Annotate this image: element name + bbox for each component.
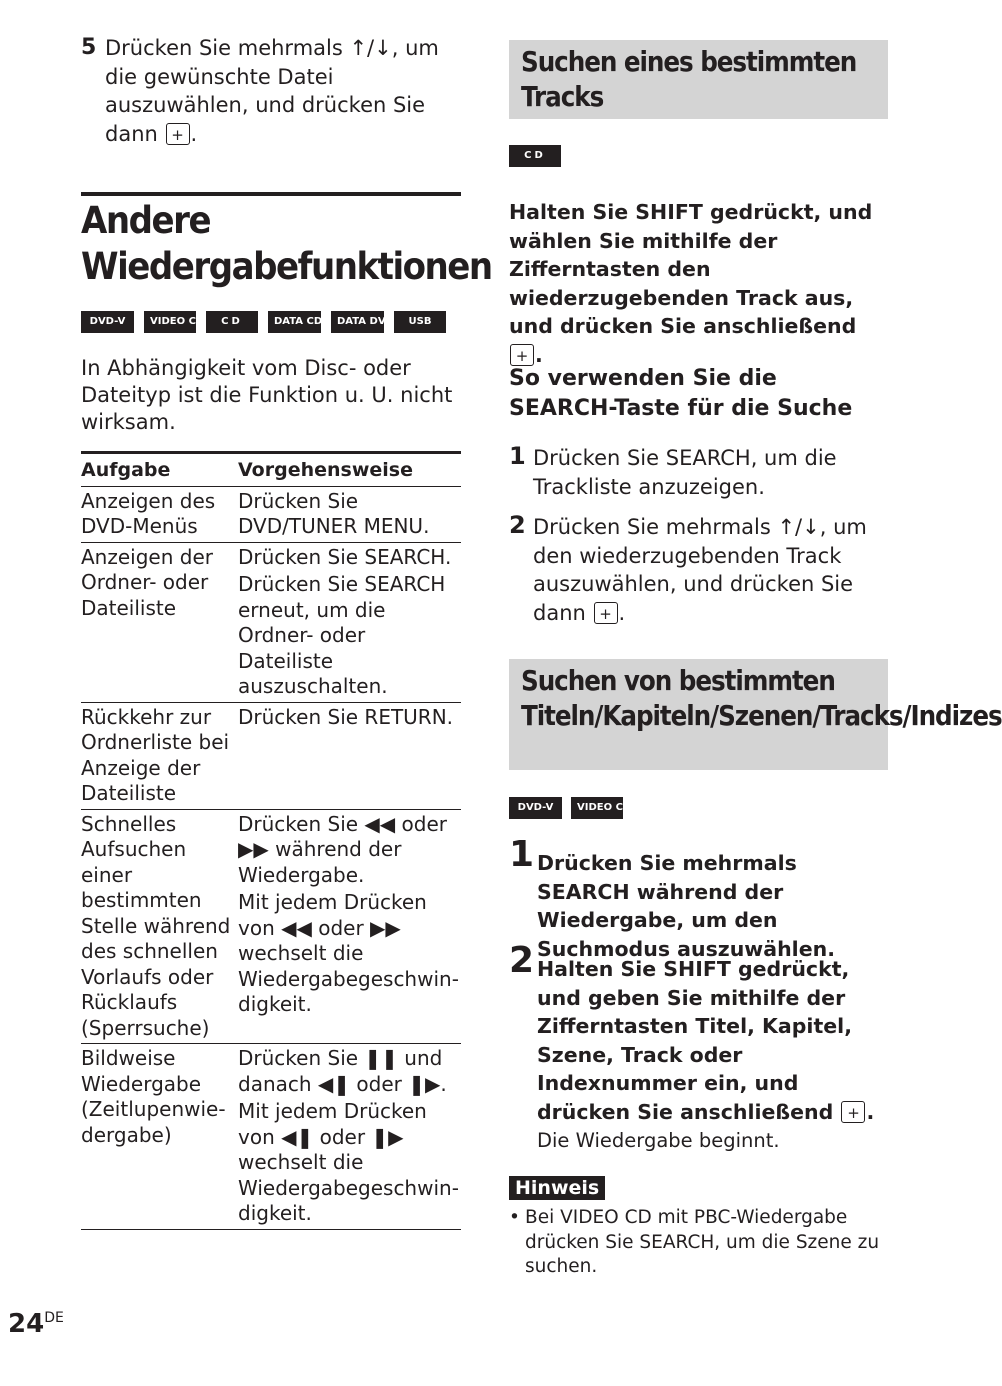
step-number: 2 — [509, 511, 526, 539]
procedure-cell — [238, 809, 461, 1044]
step-text-end: . — [190, 121, 198, 146]
procedure-text: Drücken Sie ◀◀ oder ▶▶ während der Wiedergabe. — [238, 811, 447, 887]
table-row — [81, 1044, 461, 1230]
step-text: Drücken Sie mehrmals SEARCH während der Wiedergabe, um den Suchmodus auszuwählen. — [537, 851, 835, 961]
page-number — [8, 1309, 64, 1339]
badge-video-cd: VIDEO CD — [144, 311, 196, 333]
task-cell: Bildweise Wiedergabe (Zeitlupenwie-dergabe) — [81, 1044, 238, 1230]
table-header-row — [81, 453, 461, 487]
procedure-cell — [238, 702, 461, 809]
heading-search-titles-text: Suchen von bestimmten Titeln/Kapiteln/Szenen/Tracks/Indizes — [521, 664, 1002, 732]
enter-button-icon — [594, 602, 618, 624]
badge-usb: USB — [394, 311, 446, 333]
title-step-2 — [509, 940, 889, 1152]
step-number: 2 — [509, 940, 535, 981]
note — [509, 1206, 889, 1280]
badge-dvd-v: DVD-V — [81, 311, 134, 333]
cd-badge-row — [509, 145, 561, 167]
badge-cd: CD — [206, 311, 258, 333]
note-text: Bei VIDEO CD mit PBC-Wiedergabe drücken Sie SEARCH, um die Szene zu suchen. — [525, 1207, 880, 1277]
procedure-text: Drücken Sie RETURN. — [238, 704, 454, 729]
table-row — [81, 542, 461, 702]
task-cell: Anzeigen der Ordner- oder Dateiliste — [81, 542, 238, 702]
disc-type-badges — [81, 311, 446, 333]
task-cell: Rückkehr zur Ordnerliste bei Anzeige der Dateiliste — [81, 702, 238, 809]
step-text-end: . — [866, 1099, 875, 1124]
search-track-instruction — [509, 198, 889, 369]
task-cell: Anzeigen des DVD-Menüs — [81, 486, 238, 542]
section-title: Andere Wiedergabefunktionen — [81, 199, 492, 288]
badge-cd: CD — [509, 145, 561, 167]
search-step-2 — [509, 513, 889, 627]
step-text — [105, 34, 461, 148]
enter-button-icon — [510, 344, 534, 366]
table-row — [81, 702, 461, 809]
step-result: Die Wiedergabe beginnt. — [537, 1129, 780, 1152]
page-number-value: 24 — [8, 1309, 45, 1339]
heading-search-titles — [509, 659, 1002, 770]
step-text: Drücken Sie SEARCH, um die Trackliste anzuzeigen. — [533, 446, 837, 499]
procedure-text: Mit jedem Drücken von ◀◀ oder ▶▶ wechselt die Wiedergabegeschwin-digkeit. — [238, 890, 459, 1016]
header-task: Aufgabe — [81, 453, 238, 487]
procedure-text: Drücken Sie DVD/TUNER MENU. — [238, 488, 430, 538]
header-procedure: Vorgehensweise — [238, 453, 461, 487]
procedure-text: Mit jedem Drücken von ◀❚ oder ❚▶ wechselt die Wiedergabegeschwin-digkeit. — [238, 1099, 459, 1225]
step-number: 5 — [81, 35, 97, 60]
procedure-text: Drücken Sie ❚❚ und danach ◀❚ oder ❚▶. — [238, 1046, 447, 1096]
instruction-text-end: . — [535, 342, 543, 367]
step-text — [533, 513, 889, 627]
search-step-1 — [509, 444, 889, 501]
step-text-main: Drücken Sie mehrmals ↑/↓, um den wiederzugebenden Track auszuwählen, und drücken Sie dann — [533, 515, 867, 625]
task-cell: Schnelles Aufsuchen einer bestimmten Stelle während des schnellen Vorlaufs oder Rücklaufs (Sperrsuche) — [81, 809, 238, 1044]
table-row — [81, 809, 461, 1044]
procedure-cell — [238, 486, 461, 542]
instruction-text: Halten Sie SHIFT gedrückt, und wählen Sie mithilfe der Zifferntasten den wiederzugebenden Track aus, und drücken Sie anschließend — [509, 200, 873, 338]
heading-search-track — [509, 40, 888, 119]
dvd-badges-row — [509, 797, 632, 819]
step-text-main: Drücken Sie mehrmals ↑/↓, um die gewünschte Datei auszuwählen, und drücken Sie dann — [105, 36, 439, 146]
procedure-cell — [238, 1044, 461, 1230]
heading-search-track-text: Suchen eines bestimmten Tracks — [521, 45, 857, 113]
procedure-text: Drücken Sie SEARCH. — [238, 544, 452, 569]
search-key-subheading: So verwenden Sie die SEARCH-Taste für die Suche — [509, 366, 853, 421]
step-5 — [81, 34, 461, 148]
table-row — [81, 486, 461, 542]
step-number: 1 — [509, 834, 535, 875]
procedure-text: Drücken Sie SEARCH erneut, um die Ordner- oder Dateiliste auszuschalten. — [238, 572, 446, 698]
function-table — [81, 451, 461, 1230]
enter-button-icon — [841, 1101, 865, 1123]
badge-data-cd: DATA CD — [268, 311, 321, 333]
step-number: 1 — [509, 442, 526, 470]
note-bullet: • — [509, 1207, 520, 1228]
step-text — [537, 955, 889, 1126]
title-step-1 — [509, 834, 889, 963]
badge-video-cd: VIDEO CD — [571, 797, 623, 819]
intro-text: In Abhängigkeit vom Disc- oder Dateityp ist die Funktion u. U. nicht wirksam. — [81, 356, 453, 434]
badge-dvd-v: DVD-V — [509, 797, 562, 819]
badge-data-dvd: DATA DVD — [331, 311, 384, 333]
step-text-end: . — [618, 600, 626, 625]
section-rule — [81, 192, 461, 196]
step-text-main: Halten Sie SHIFT gedrückt, und geben Sie mithilfe der Zifferntasten Titel, Kapitel, Szene, Track oder Indexnummer ein, und drücken Sie anschließend — [537, 957, 852, 1124]
note-label: Hinweis — [509, 1176, 605, 1200]
procedure-cell — [238, 542, 461, 702]
enter-button-icon — [166, 123, 190, 145]
page-language-suffix: DE — [44, 1310, 64, 1326]
